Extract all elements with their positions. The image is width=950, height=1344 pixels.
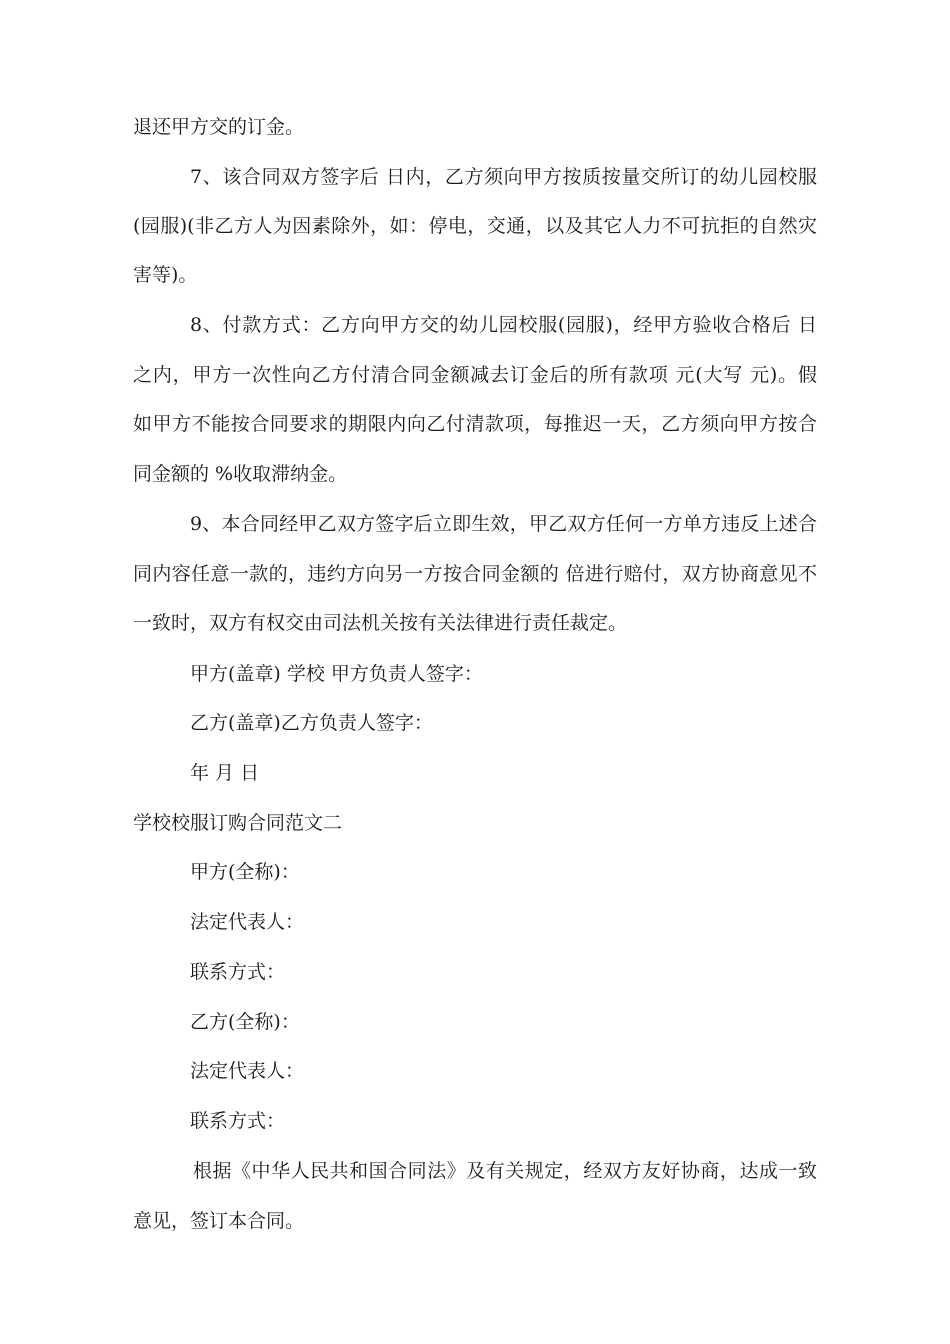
signature-line-party-a: 甲方(盖章) 学校 甲方负责人签字： — [190, 663, 483, 685]
paragraph-line: 根据《中华人民共和国合同法》及有关规定，经双方友好协商，达成一致 — [193, 1160, 817, 1182]
signature-line-party-b: 乙方(盖章)乙方负责人签字： — [190, 712, 433, 734]
paragraph-line: 之内，甲方一次性向乙方付清合同金额减去订金后的所有款项 元(大写 元)。假 — [133, 364, 817, 386]
paragraph-line: 9、本合同经甲乙双方签字后立即生效，甲乙双方任何一方单方违反上述合 — [190, 513, 817, 535]
paragraph-line: 一致时，双方有权交由司法机关按有关法律进行责任裁定。 — [133, 612, 628, 634]
paragraph-line: 如甲方不能按合同要求的期限内向乙付清款项，每推迟一天，乙方须向甲方按合 — [133, 413, 817, 435]
field-party-a-name: 甲方(全称)： — [190, 861, 300, 883]
paragraph-line: 退还甲方交的订金。 — [133, 116, 305, 138]
field-party-b-representative: 法定代表人： — [190, 1060, 305, 1082]
paragraph-line: 害等)。 — [133, 264, 198, 286]
field-party-b-name: 乙方(全称)： — [190, 1011, 300, 1033]
field-party-a-contact: 联系方式： — [190, 961, 286, 983]
field-party-b-contact: 联系方式： — [190, 1110, 286, 1132]
paragraph-line: 同金额的 %收取滞纳金。 — [133, 463, 348, 485]
paragraph-line: 同内容任意一款的，违约方向另一方按合同金额的 倍进行赔付，双方协商意见不 — [133, 563, 817, 585]
date-line: 年 月 日 — [190, 762, 260, 784]
field-party-a-representative: 法定代表人： — [190, 911, 305, 933]
section-title: 学校校服订购合同范文二 — [133, 812, 343, 834]
paragraph-line: 意见，签订本合同。 — [133, 1210, 305, 1232]
paragraph-line: 8、付款方式：乙方向甲方交的幼儿园校服(园服)，经甲方验收合格后 日 — [190, 314, 817, 336]
paragraph-line: (园服)(非乙方人为因素除外，如：停电，交通，以及其它人力不可抗拒的自然灾 — [133, 215, 817, 237]
paragraph-line: 7、该合同双方签字后 日内，乙方须向甲方按质按量交所订的幼儿园校服 — [190, 166, 817, 188]
